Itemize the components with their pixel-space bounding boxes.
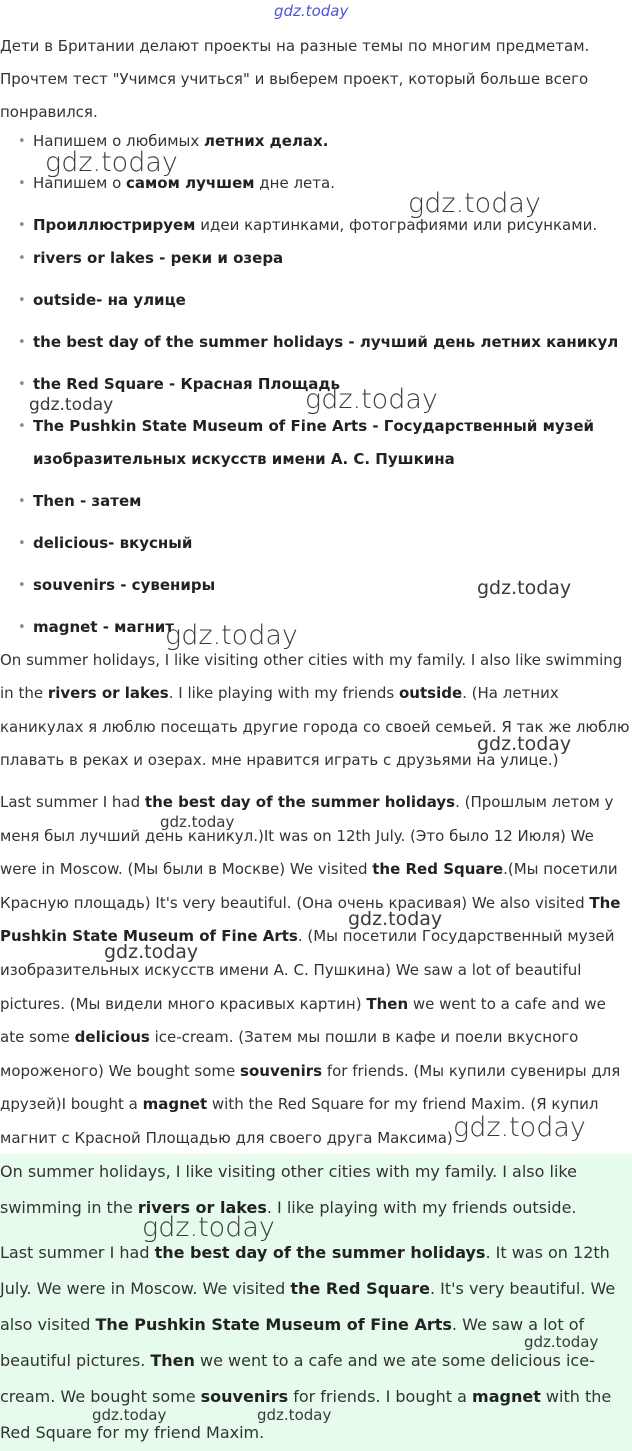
watermark-text: gdz.today (453, 1112, 586, 1143)
bullet-icon: • (18, 419, 26, 434)
list-item-bold: Then - затем (33, 492, 142, 510)
list-item-bold: souvenirs - сувениры (33, 576, 216, 594)
list-item-text: Напишем о (33, 174, 127, 192)
intro-paragraph: Дети в Британии делают проекты на разные темы по многим предметам. Прочтем тест "Учимся учиться" и выберем проект, который больше всего понравился. (0, 37, 590, 121)
summer-paragraph: On summer holidays, I like visiting other cities with my family. I also like swimming in the rivers or lakes. I like playing with my friends outside. (На летних каникулах я люблю посещать другие города со своей семьей. Я так же люблю плавать в реках и озерах. мне нравится играть с друзьями на улице.) (0, 651, 630, 770)
list-item-text: Напишем о любимых (33, 132, 205, 150)
bullet-icon: • (18, 377, 26, 392)
bullet-icon: • (18, 251, 26, 266)
watermark-text: gdz.today (477, 733, 572, 755)
watermark-text: gdz.today (165, 620, 298, 651)
list-item-bold: magnet - магнит (33, 618, 174, 636)
list-item-bold: Проиллюстрируем (33, 216, 196, 234)
watermark-text: gdz.today (104, 941, 199, 963)
answer-paragraph-2: Last summer I had the best day of the summer holidays. It was on 12th July. We were in Moscow. We visited the Red Square. It's very beautiful. We also visited The Pushkin State Museum of Fine Arts. We saw a lot of beautiful pictures. Then we went to a cafe and we ate some delicious ice-cream. We bought some souvenirs for friends. I bought a magnet with the Red Square for my friend Maxim. (0, 1243, 616, 1442)
watermark-text: gdz.today (348, 908, 443, 930)
bullet-icon: • (18, 293, 26, 308)
watermark-text: gdz.today (408, 188, 541, 219)
list-item-bold: the Red Square - Красная Площадь (33, 375, 341, 393)
watermark-text: gdz.today (524, 1333, 599, 1351)
bullet-icon: • (18, 578, 26, 593)
watermark-text: gdz.today (92, 1406, 167, 1424)
watermark-text: gdz.today (257, 1406, 332, 1424)
bullet-icon: • (18, 536, 26, 551)
answer-paragraph-1: On summer holidays, I like visiting other cities with my family. I also like swimming in the rivers or lakes. I like playing with my friends outside. (0, 1162, 577, 1217)
list-item-bold: the best day of the summer holidays - лучший день летних каникул (33, 333, 619, 351)
list-item-text: дне лета. (254, 174, 335, 192)
watermark-text: gdz.today (305, 384, 438, 415)
bullet-icon: • (18, 620, 26, 635)
watermark-text: gdz.today (477, 577, 572, 599)
watermark-text: gdz.today (45, 147, 178, 178)
watermark-text: gdz.today (160, 813, 235, 831)
bullet-icon: • (18, 176, 26, 191)
bullet-icon: • (18, 134, 26, 149)
list-item-text: идеи картинками, фотографиями или рисунками. (195, 216, 598, 234)
list-item-bold: outside- на улице (33, 291, 186, 309)
bullet-icon: • (18, 494, 26, 509)
list-item-bold: самом лучшем (126, 174, 255, 192)
list-item-bold: delicious- вкусный (33, 534, 193, 552)
watermark-text: gdz.today (142, 1212, 275, 1243)
bullet-icon: • (18, 335, 26, 350)
watermark-text: gdz.today (29, 395, 114, 415)
best-day-paragraph: Last summer I had the best day of the summer holidays. (Прошлым летом у меня был лучший день каникул.)It was on 12th July. (Это было 12 Июля) We were in Moscow. (Мы были в Москве) We visited the Red Square.(Мы посетили Красную площадь) It's very beautiful. (Она очень красивая) We also visited The Pushkin State Museum of Fine Arts. (Мы посетили Государственный музей изобразительных искусств имени А. С. Пушкина) We saw a lot of beautiful pictures. (Мы видели много красивых картин) Then we went to a cafe and we ate some delicious ice-cream. (Затем мы пошли в кафе и поели вкусного мороженого) We bought some souvenirs for friends. (Мы купили сувениры для друзей)I bought a magnet with the Red Square for my friend Maxim. (Я купил магнит с Красной Площадью для своего друга Максима) (0, 793, 621, 1147)
list-item-bold: The Pushkin State Museum of Fine Arts - Государственный музей изобразительных искусств имени А. С. Пушкина (33, 417, 595, 468)
bullet-icon: • (18, 218, 26, 233)
list-item-bold: rivers or lakes - реки и озера (33, 249, 284, 267)
watermark-text: gdz.today (274, 2, 349, 20)
list-item-bold: летних делах. (204, 132, 329, 150)
